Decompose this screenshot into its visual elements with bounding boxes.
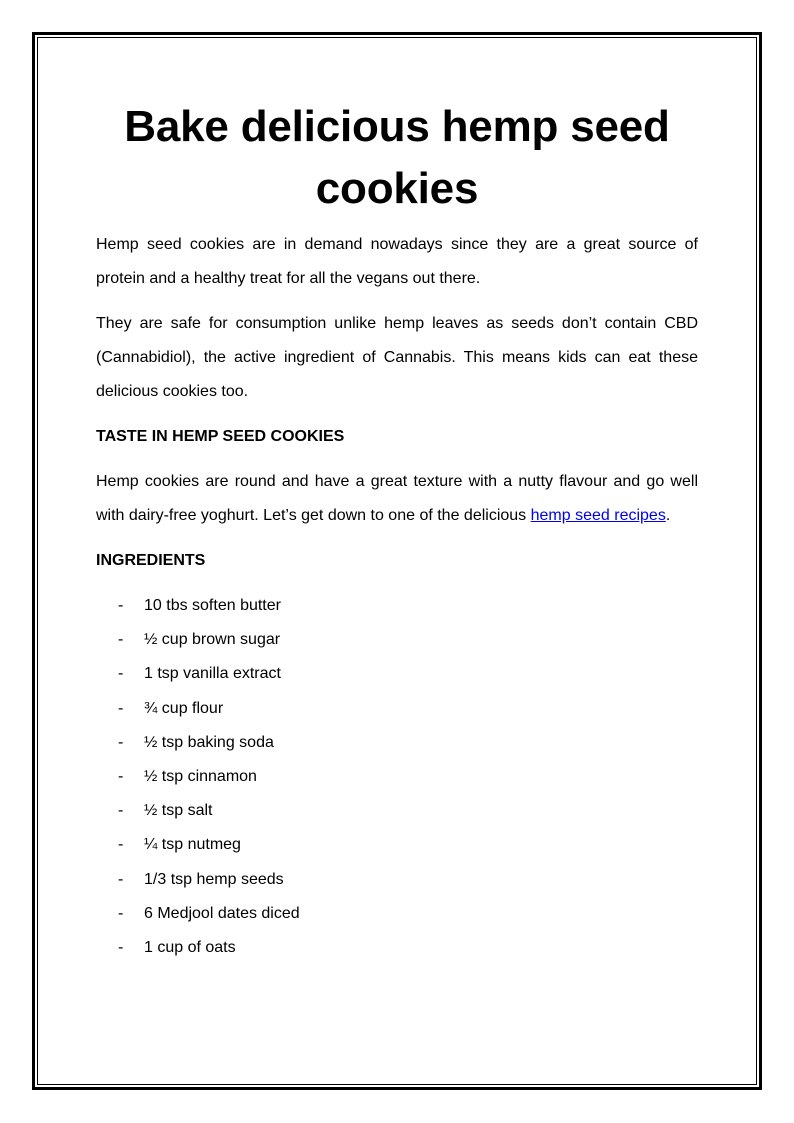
hemp-seed-recipes-link[interactable]: hemp seed recipes (530, 507, 666, 524)
bullet-dash: - (118, 768, 124, 786)
bullet-dash: - (118, 802, 124, 820)
ingredient-item (96, 760, 698, 794)
ingredient-text: ½ tsp salt (144, 802, 213, 820)
ingredient-item (96, 863, 698, 897)
ingredient-text: 6 Medjool dates diced (144, 904, 300, 922)
ingredient-item (96, 931, 698, 965)
ingredient-item (96, 589, 698, 623)
bullet-dash: - (118, 699, 124, 717)
ingredient-text: ¾ cup flour (144, 699, 224, 717)
ingredient-text: ½ cup brown sugar (144, 631, 281, 649)
ingredient-item (96, 897, 698, 931)
ingredient-text: 1 tsp vanilla extract (144, 665, 281, 683)
ingredient-text: ½ tsp baking soda (144, 733, 274, 751)
ingredients-list (96, 589, 698, 965)
bullet-dash: - (118, 939, 124, 957)
taste-paragraph-end: . (665, 507, 671, 524)
ingredient-text: 1/3 tsp hemp seeds (144, 870, 284, 888)
bullet-dash: - (118, 665, 124, 683)
intro-paragraph-2: They are safe for consumption unlike hemp leaves as seeds don’t contain CBD (Cannabidiol), the active ingredient of Cannabis. This means kids can eat these delicious cookies too. (96, 315, 698, 400)
bullet-dash: - (118, 597, 124, 614)
document-title: Bake delicious hemp seed cookies (124, 102, 670, 213)
intro-paragraph-1: Hemp seed cookies are in demand nowadays since they are a great source of protein and a healthy treat for all the vegans out there. (96, 236, 698, 287)
document-body (96, 96, 698, 965)
ingredient-item (96, 794, 698, 828)
bullet-dash: - (118, 631, 124, 649)
ingredient-item (96, 657, 698, 691)
bullet-dash: - (118, 836, 124, 854)
ingredient-text: 10 tbs soften butter (144, 597, 281, 614)
ingredient-text: ½ tsp cinnamon (144, 768, 257, 786)
taste-paragraph (96, 465, 698, 533)
ingredient-item (96, 828, 698, 862)
bullet-dash: - (118, 870, 124, 888)
taste-paragraph-text: Hemp cookies are round and have a great texture with a nutty flavour and go well with dairy-free yoghurt. Let’s get down to one of the delicious (96, 473, 698, 524)
taste-heading: TASTE IN HEMP SEED COOKIES (96, 428, 345, 445)
ingredient-text: ¼ tsp nutmeg (144, 836, 241, 854)
bullet-dash: - (118, 733, 124, 751)
bullet-dash: - (118, 904, 124, 922)
ingredient-item (96, 692, 698, 726)
ingredients-heading: INGREDIENTS (96, 552, 206, 569)
ingredient-item (96, 623, 698, 657)
ingredient-text: 1 cup of oats (144, 939, 236, 957)
ingredient-item (96, 726, 698, 760)
